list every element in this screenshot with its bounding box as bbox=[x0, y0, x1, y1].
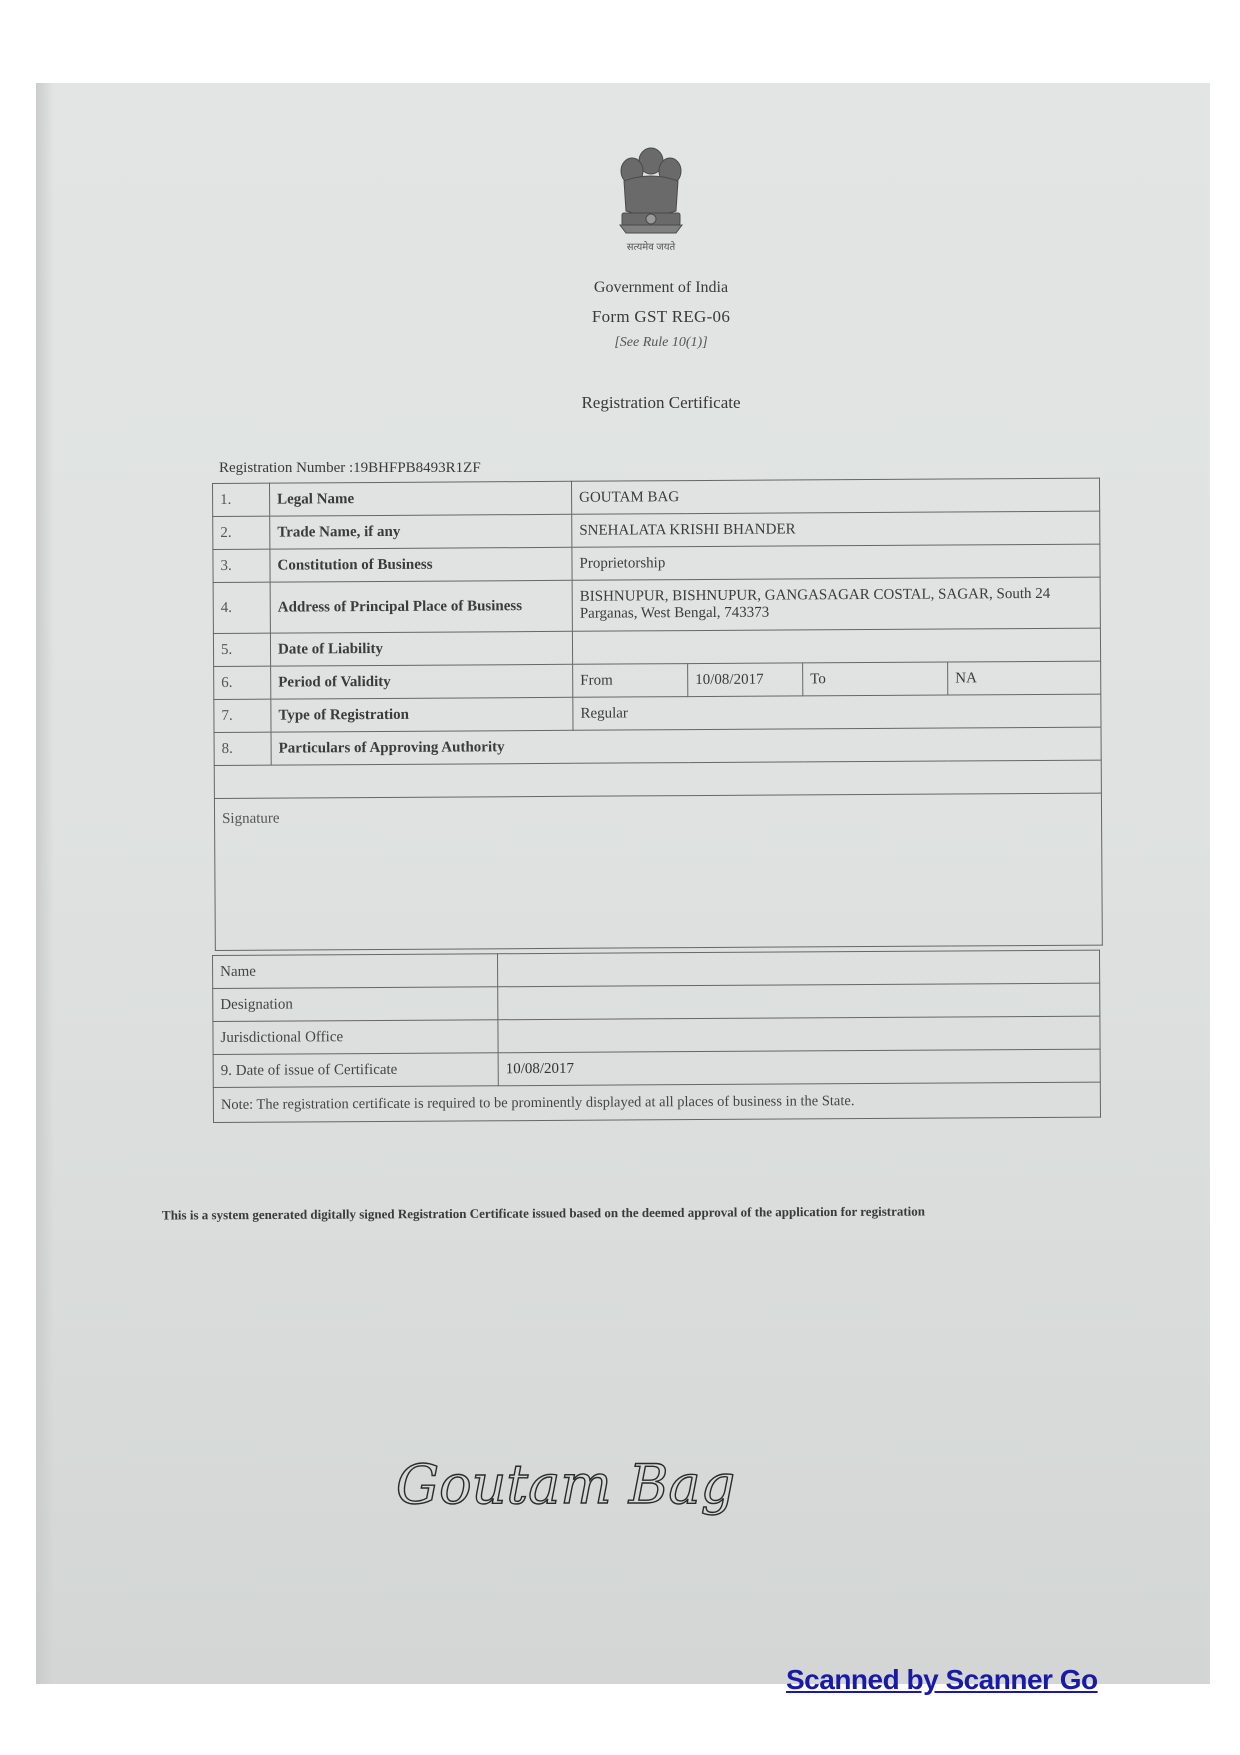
address-value: BISHNUPUR, BISHNUPUR, GANGASAGAR COSTAL, SAGAR, South 24 Parganas, West Bengal, 743373 bbox=[572, 577, 1100, 631]
designation-label: Designation bbox=[213, 987, 498, 1022]
row-label: Type of Registration bbox=[271, 697, 573, 732]
signature-cell: Signature bbox=[214, 793, 1102, 950]
validity-to-label: To bbox=[803, 662, 948, 696]
jurisdictional-office-label: Jurisdictional Office bbox=[213, 1020, 498, 1055]
row-number: 4. bbox=[213, 582, 270, 633]
certificate-table bbox=[212, 478, 1103, 951]
table-row bbox=[213, 983, 1100, 1021]
validity-from-value: 10/08/2017 bbox=[688, 663, 803, 697]
table-row bbox=[213, 544, 1100, 582]
scanner-watermark: Scanned by Scanner Go bbox=[786, 1664, 1098, 1695]
row-label: Period of Validity bbox=[271, 664, 573, 699]
table-row bbox=[214, 661, 1101, 699]
scanned-page bbox=[36, 83, 1210, 1684]
table-row bbox=[213, 1016, 1100, 1054]
national-emblem-icon bbox=[606, 141, 696, 251]
system-generated-note: This is a system generated digitally signed Registration Certificate issued based on the deemed approval of the application for registration bbox=[161, 1203, 926, 1223]
row-number: 5. bbox=[213, 633, 270, 666]
designation-value bbox=[498, 983, 1100, 1020]
table-row bbox=[214, 793, 1102, 950]
table-row bbox=[213, 1049, 1100, 1087]
row-label: Address of Principal Place of Business bbox=[270, 580, 572, 633]
emblem-motto: सत्यमेव जयते bbox=[626, 242, 676, 253]
row-number: 8. bbox=[214, 732, 271, 765]
table-row bbox=[213, 1082, 1100, 1122]
legal-name-value: GOUTAM BAG bbox=[571, 478, 1099, 514]
table-row bbox=[214, 694, 1101, 732]
handwritten-signature bbox=[392, 1441, 812, 1531]
trade-name-value: SNEHALATA KRISHI BHANDER bbox=[572, 511, 1100, 547]
row-number: 6. bbox=[214, 666, 271, 699]
rule-reference: [See Rule 10(1)] bbox=[614, 335, 708, 350]
row-label: Date of Liability bbox=[270, 631, 572, 666]
constitution-value: Proprietorship bbox=[572, 544, 1100, 580]
approving-authority-table bbox=[212, 950, 1101, 1123]
table-row bbox=[213, 628, 1100, 666]
name-label: Name bbox=[213, 954, 498, 989]
row-label: Particulars of Approving Authority bbox=[271, 727, 1101, 765]
row-number: 3. bbox=[213, 549, 270, 582]
validity-to-value: NA bbox=[948, 661, 1101, 695]
row-number: 2. bbox=[213, 516, 270, 549]
row-label: Legal Name bbox=[270, 481, 572, 516]
row-label: Constitution of Business bbox=[270, 547, 572, 582]
signature-text: Goutam Bag bbox=[396, 1453, 736, 1516]
name-value bbox=[497, 950, 1099, 987]
empty-cell bbox=[214, 760, 1101, 798]
registration-number: Registration Number :19BHFPB8493R1ZF bbox=[219, 460, 481, 476]
row-number: 1. bbox=[213, 483, 270, 516]
table-row bbox=[213, 577, 1100, 633]
government-heading: Government of India bbox=[593, 279, 729, 296]
table-row bbox=[213, 511, 1100, 549]
form-number: Form GST REG-06 bbox=[591, 307, 731, 326]
note-text: Note: The registration certificate is required to be prominently displayed at all places of business in the State. bbox=[213, 1082, 1100, 1122]
issue-date-value: 10/08/2017 bbox=[498, 1049, 1100, 1086]
table-row bbox=[213, 950, 1100, 988]
table-row bbox=[214, 727, 1101, 765]
issue-date-label: 9. Date of issue of Certificate bbox=[213, 1053, 498, 1088]
table-row bbox=[213, 478, 1100, 516]
row-number: 7. bbox=[214, 699, 271, 732]
table-row bbox=[214, 760, 1101, 798]
validity-from-label: From bbox=[573, 664, 688, 698]
row-label: Trade Name, if any bbox=[270, 514, 572, 549]
liability-date-value bbox=[572, 628, 1100, 664]
jurisdictional-office-value bbox=[498, 1016, 1100, 1053]
registration-type-value: Regular bbox=[573, 694, 1101, 730]
certificate-title: Registration Certificate bbox=[581, 393, 741, 412]
